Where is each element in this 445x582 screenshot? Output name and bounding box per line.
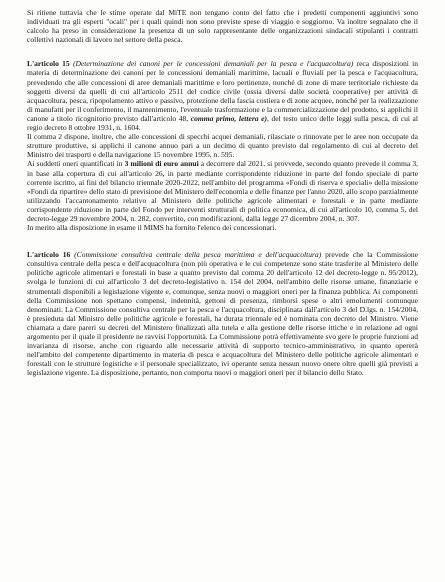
article-16-body: prevede che la Commissione consultiva centrale della pesca e dell'acquacoltura (non più operativa e le cui competenze sono state trasferite al Ministero delle politiche agricole alimentari e forestali in base a quanto previsto dal comma 20 dell'articolo 12 del decreto-legge n. 95/2012), svolga le funzioni di cui all'articolo 3 del decreto-legislativo n. 154 del 2004, nell'ambito delle risorse umane, finanziarie e strumentali disponibili a legislazione vigente e, comunque, senza nuovi o maggiori oneri per la finanza pubblica. Ai componenti della Commissione non spettano compensi, indennità, gettoni di presenza, rimborsi spese o altri emolumenti comunque denominati. La Commissione consultiva centrale per la pesca e l'acquacoltura, disciplinata dall'articolo 3 del D.lgs. n. 154/2004, è presieduta dal Ministro delle politiche agricole e forestali, ha durata triennale ed è nominata con decreto del Ministro. Viene chiamata a dare pareri su decreti del Ministero finalizzati alla tutela e alla gestione delle risorse ittiche e in relazione ad ogni argomento per il quale il presidente ne ravvisi l'opportunità. La Commissione potrà effettivamente svo gere le proprie funzioni ad invarianza di risorse, anche con riguardo alle necessarie attività di supporto tecnico-amministrativo, in quanto opererà nell'ambito del competente dipartimento in materia di pesca e acquacoltura del Ministero delle politiche agricole alimentari e forestali con le strutture logistiche e il personale specializzato, ivi operante senza nessun nuovo onere oltre quelli già previsti a legislazione vigente. La disposizione, pertanto, non comporta nuovi o maggiori oneri per il bilancio dello Stato. — [27, 250, 418, 378]
article-15-mims-note: In merito alla disposizione in esame il MIMS ha fornito l'elenco dei concessionari. — [27, 223, 277, 233]
oneri-text-a: Ai suddetti oneri quantificati in — [27, 159, 123, 169]
article-16-paragraph — [27, 250, 418, 377]
article-15-body: reca disposizioni in materia di determinazione dei canoni per le concessioni demaniali marittime, lacuali e fluviali per la pesca e l'acquacoltura, prevedendo che alle concessioni di aree demaniali marittime e loro pertinenze, nonché di zone di mare territoriale richieste da soggetti diversi da quelli di cui all'articolo 2511 del codice civile (ossia diversi dalle società cooperative) per attività di acquacoltura, pesca, ripopolamento attivo e passivo, protezione della fascia costiera e di zone acquee, nonché per la realizzazione di manufatti per il conferimento, il mantenimento, l'eventuale trasformazione e la commercializzazione del prodotto, si applichi il canone a titolo ricognitorio previsto dall'articolo 48, — [27, 59, 419, 123]
article-15-oneri — [27, 159, 418, 223]
article-16-label: L'articolo 16 — [27, 250, 71, 260]
oneri-amount: 3 milioni di euro annui — [124, 159, 199, 169]
article-15-title: (Determinazione dei canoni per le concessioni demaniali per la pesca e l'acquacoltura) — [72, 59, 354, 69]
spacer — [27, 232, 418, 250]
oneri-text-c: a decorrere dal 2021, si provvede, secondo quanto prevede il comma 3, in base alla copertura di cui all'articolo 26, in parte mediante corrispondente riduzione in parte del fondo speciale di parte corrente iscritto, ai fini del bilancio triennale 2020-2022, nell'ambito del programma «Fondi di riserva e speciali» della missione «Fondi da ripartire» dello stato di previsione del Ministero dell'economia e delle finanze per l'anno 2020, allo scopo parzialmente utilizzando l'accantonamento relativo al Ministero delle politiche agricole alimentari e forestali e in parte mediante corrispondente riduzione in parte del Fondo per interventi strutturali di politica economica, di cui all'articolo 10, comma 5, del decreto-legge 29 novembre 2004, n. 282, convertito, con modificazioni, dalla legge 27 dicembre 2004, n. 307. — [27, 159, 419, 223]
article-15-label: L'articolo 15 — [27, 59, 70, 69]
article-16-title: (Commissione consultiva centrale della pesca marittima e dell'acquacoltura) — [74, 250, 322, 260]
article-15-body-end: , del testo unico delle leggi sulla pesca, di cui al regio decreto 8 ottobre 1931, n. 1604. — [27, 113, 419, 133]
spacer — [27, 44, 418, 59]
paragraph-intro: Si ritiene tuttavia che le stime operate dal MiTE non tengano conto del fatto che i predetti componenti aggiuntivi sono individuati tra gli esperti "ocali" per i quali quindi non sono previste spese di viaggio e soggiorno. Va inoltre segnalato che il calcolo ha preso in considerazione la presenza di un solo rappresentante delle organizzazioni sindacali stipulanti i contratti collettivi nazionali di lavoro nel settore della pesca. — [27, 8, 418, 45]
article-15-comma-2: Il comma 2 dispone, inoltre, che alle concessioni di specchi acquei demaniali, rilasciate o rinnovate per le aree non occupate da strutture produttive, si applichi il canone annuo pari a un decimo di quanto previsto dal regolamento di cui al decreto del Ministro dei trasporti e della navigazione 15 novembre 1995, n. 595. — [27, 132, 418, 160]
article-15-paragraph — [27, 59, 418, 132]
article-15-body-italic: comma primo, lettera e) — [190, 113, 267, 123]
